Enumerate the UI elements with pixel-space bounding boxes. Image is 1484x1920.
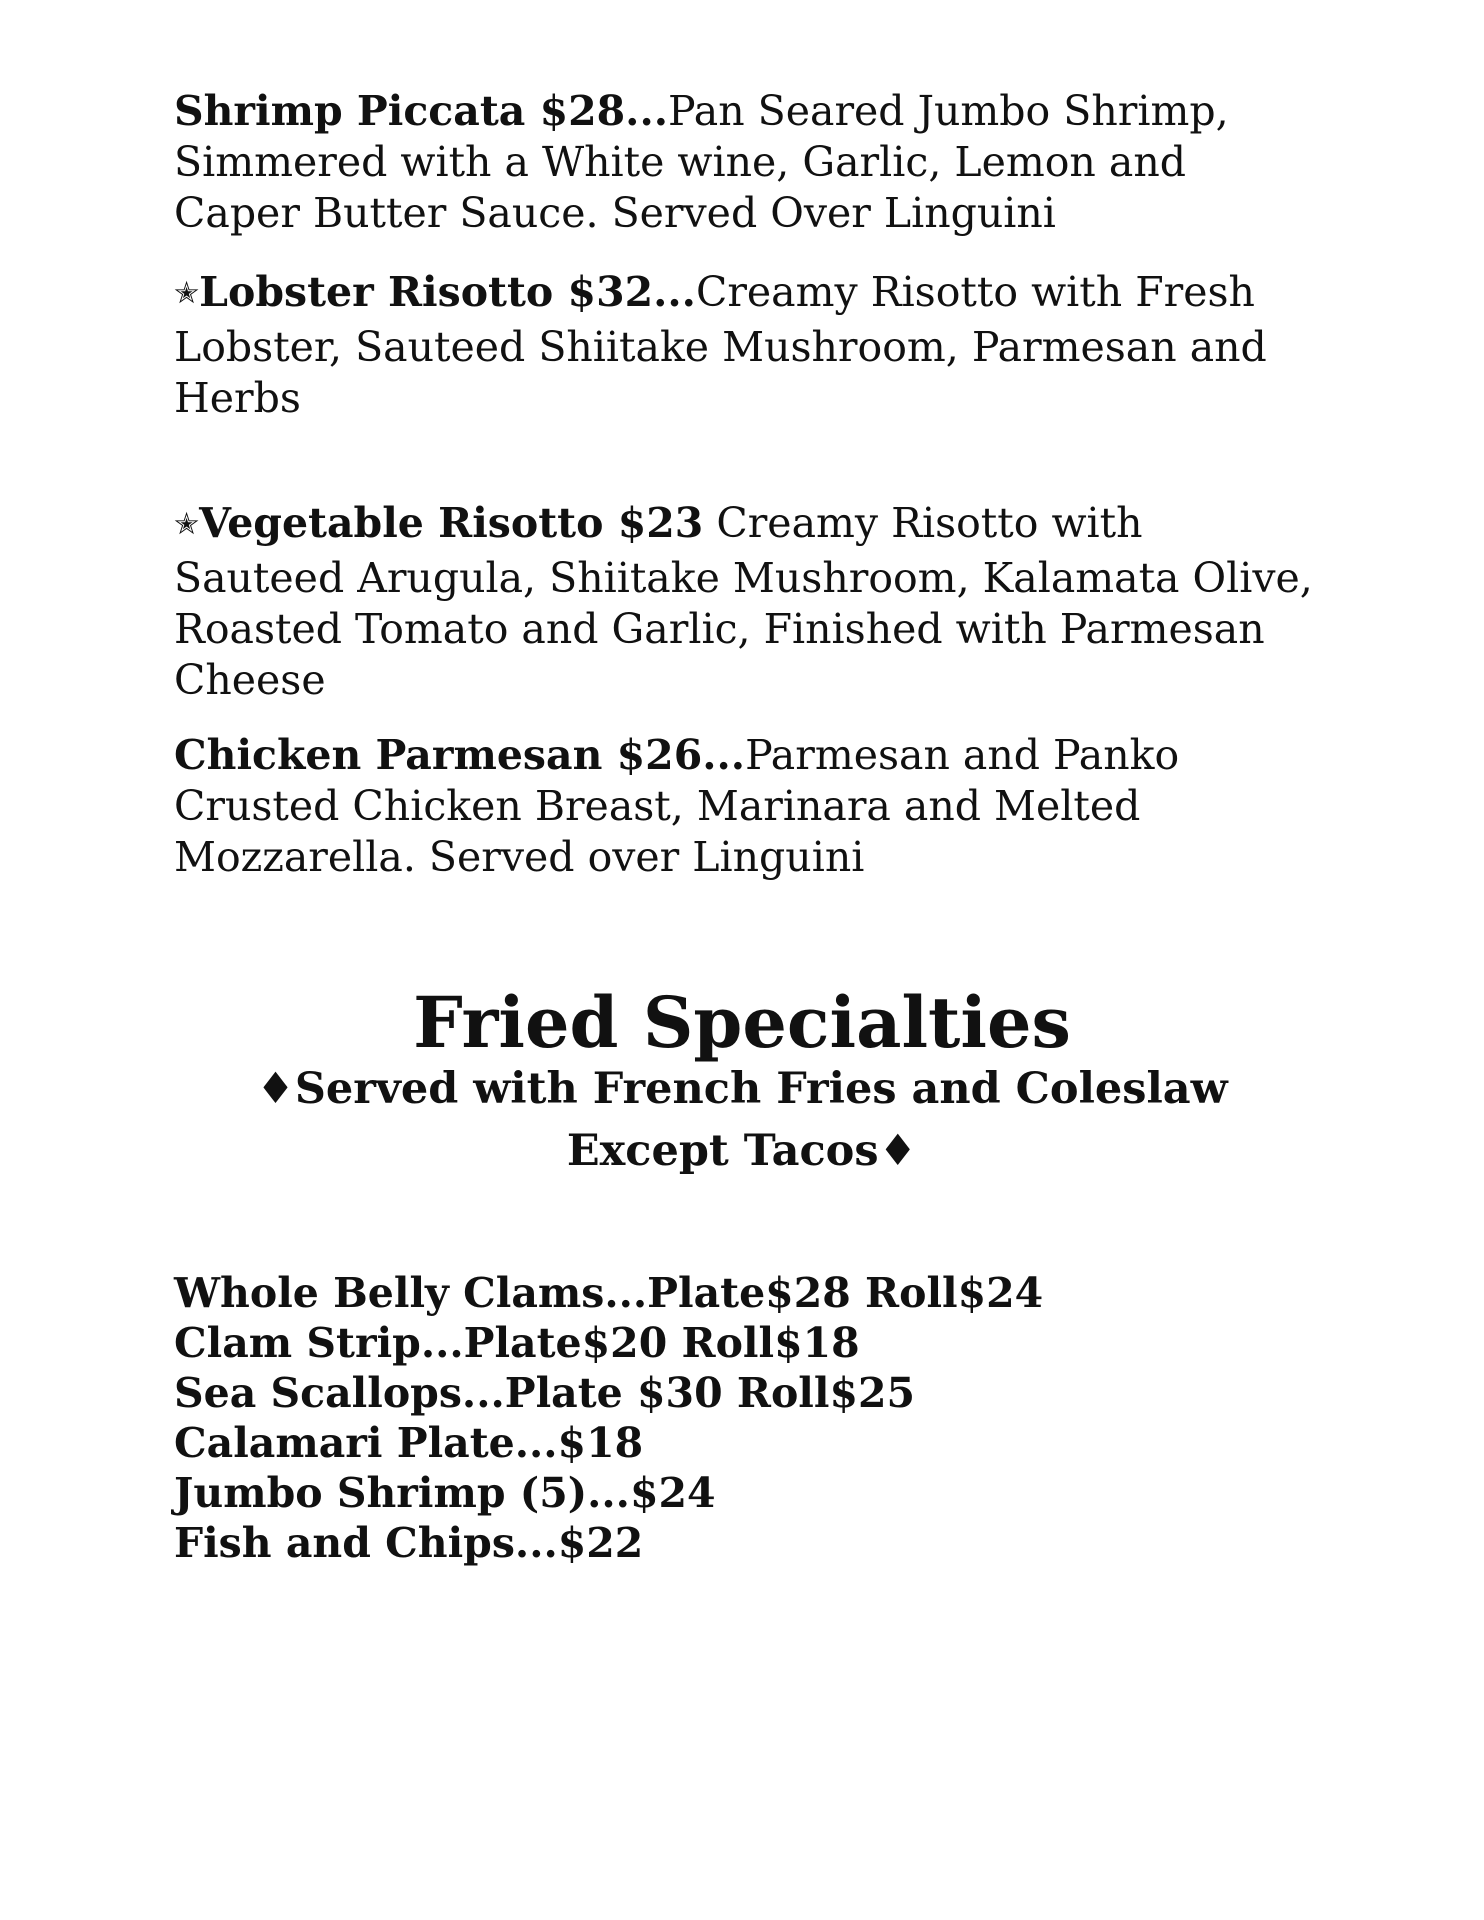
menu-item-vegetable-risotto [174, 498, 1324, 706]
list-item: Whole Belly Clams...Plate$28 Roll$24 [174, 1269, 1044, 1317]
item-name: Vegetable Risotto $23 [199, 499, 704, 547]
item-description: Parmesan and Panko Crusted Chicken Breast, Marinara and Melted Mozzarella. Served over Linguini [174, 731, 1180, 881]
star-icon: ✭ [174, 507, 200, 542]
menu-item-chicken-parmesan [174, 730, 1324, 883]
star-icon: ✭ [174, 276, 200, 311]
list-item: Clam Strip...Plate$20 Roll$18 [174, 1319, 860, 1367]
item-description: Creamy Risotto with Fresh Lobster, Sauteed Shiitake Mushroom, Parmesan and Herbs [174, 268, 1267, 422]
item-name: Lobster Risotto $32... [199, 268, 696, 316]
item-name: Chicken Parmesan $26... [174, 731, 746, 779]
menu-item-lobster-risotto [174, 267, 1324, 424]
menu-item-shrimp-piccata [174, 86, 1324, 239]
section-note-line: ♦Served with French Fries and Coleslaw [256, 1064, 1228, 1114]
fried-specialties-list [174, 1268, 1324, 1568]
item-description: Creamy Risotto with Sauteed Arugula, Shiitake Mushroom, Kalamata Olive, Roasted Tomato and Garlic, Finished with Parmesan Cheese [174, 499, 1313, 704]
list-item: Sea Scallops...Plate $30 Roll$25 [174, 1369, 916, 1417]
section-note-line: Except Tacos♦ [566, 1126, 918, 1176]
item-description: Pan Seared Jumbo Shrimp, Simmered with a White wine, Garlic, Lemon and Caper Butter Sauce. Served Over Linguini [174, 87, 1229, 237]
item-name: Shrimp Piccata $28... [174, 87, 669, 135]
section-note [0, 1058, 1484, 1182]
section-title: Fried Specialties [413, 981, 1071, 1064]
list-item: Fish and Chips...$22 [174, 1519, 644, 1567]
list-item: Calamari Plate...$18 [174, 1419, 644, 1467]
list-item: Jumbo Shrimp (5)...$24 [174, 1469, 716, 1517]
